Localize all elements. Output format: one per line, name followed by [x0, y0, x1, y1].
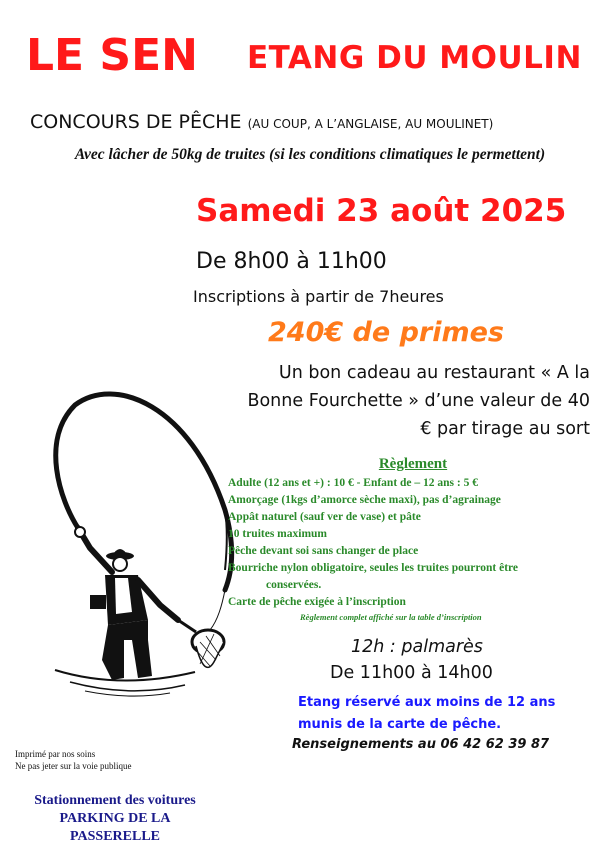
printed-line: Imprimé par nos soins [15, 749, 96, 759]
registration-time: Inscriptions à partir de 7heures [193, 287, 444, 306]
rules-footnote: Règlement complet affiché sur la table d’inscription [300, 612, 482, 622]
gift-voucher-text: Un bon cadeau au restaurant « A la Bonne Fourchette » d’une valeur de 40 € par tirage au sort [247, 363, 590, 439]
kids-reserved-line: Etang réservé aux moins de 12 ans [298, 695, 556, 710]
rule-line: Bourriche nylon obligatoire, seules les truites pourront être [228, 562, 519, 574]
rule-line: 10 truites maximum [228, 528, 328, 540]
parking-line: Stationnement des voitures [34, 793, 196, 808]
rule-line: Carte de pêche exigée à l’inscription [228, 596, 406, 608]
rule-line: Amorçage (1kgs d’amorce sèche maxi), pas d’agrainage [228, 494, 501, 506]
rule-line: conservées. [266, 579, 322, 591]
rule-line: Appât naturel (sauf ver de vase) et pâte [228, 511, 421, 523]
info-phone: Renseignements au 06 42 62 39 87 [292, 737, 550, 752]
contest-styles: (AU COUP, A L’ANGLAISE, AU MOULINET) [247, 117, 494, 131]
event-date: Samedi 23 août 2025 [196, 193, 567, 229]
parking-line: PASSERELLE [70, 829, 160, 844]
print-notice [15, 748, 215, 772]
rules-block [228, 456, 598, 623]
contest-title: CONCOURS DE PÊCHE [30, 111, 242, 133]
rule-line: Pêche devant soi sans changer de place [228, 545, 419, 557]
contest-heading [30, 111, 493, 133]
kids-reserved-note [298, 692, 598, 736]
fisherman-illustration [20, 380, 250, 700]
rule-line: Adulte (12 ans et +) : 10 € - Enfant de – 12 ans : 5 € [228, 477, 478, 489]
parking-line: PARKING DE LA [59, 811, 171, 826]
trout-release-note: Avec lâcher de 50kg de truites (si les conditions climatiques le permettent) [74, 146, 546, 163]
venue-title: ETANG DU MOULIN [247, 40, 582, 76]
rules-title: Règlement [378, 456, 448, 472]
place-title: LE SEN [26, 30, 198, 81]
palmares-time: 12h : palmarès [351, 637, 483, 657]
dont-throw-line: Ne pas jeter sur la voie publique [15, 761, 132, 771]
kids-reserved-line: munis de la carte de pêche. [298, 717, 502, 732]
parking-info [25, 792, 205, 846]
afternoon-hours: De 11h00 à 14h00 [330, 663, 493, 683]
event-hours: De 8h00 à 11h00 [196, 249, 387, 274]
prizes-amount: 240€ de primes [268, 317, 504, 348]
